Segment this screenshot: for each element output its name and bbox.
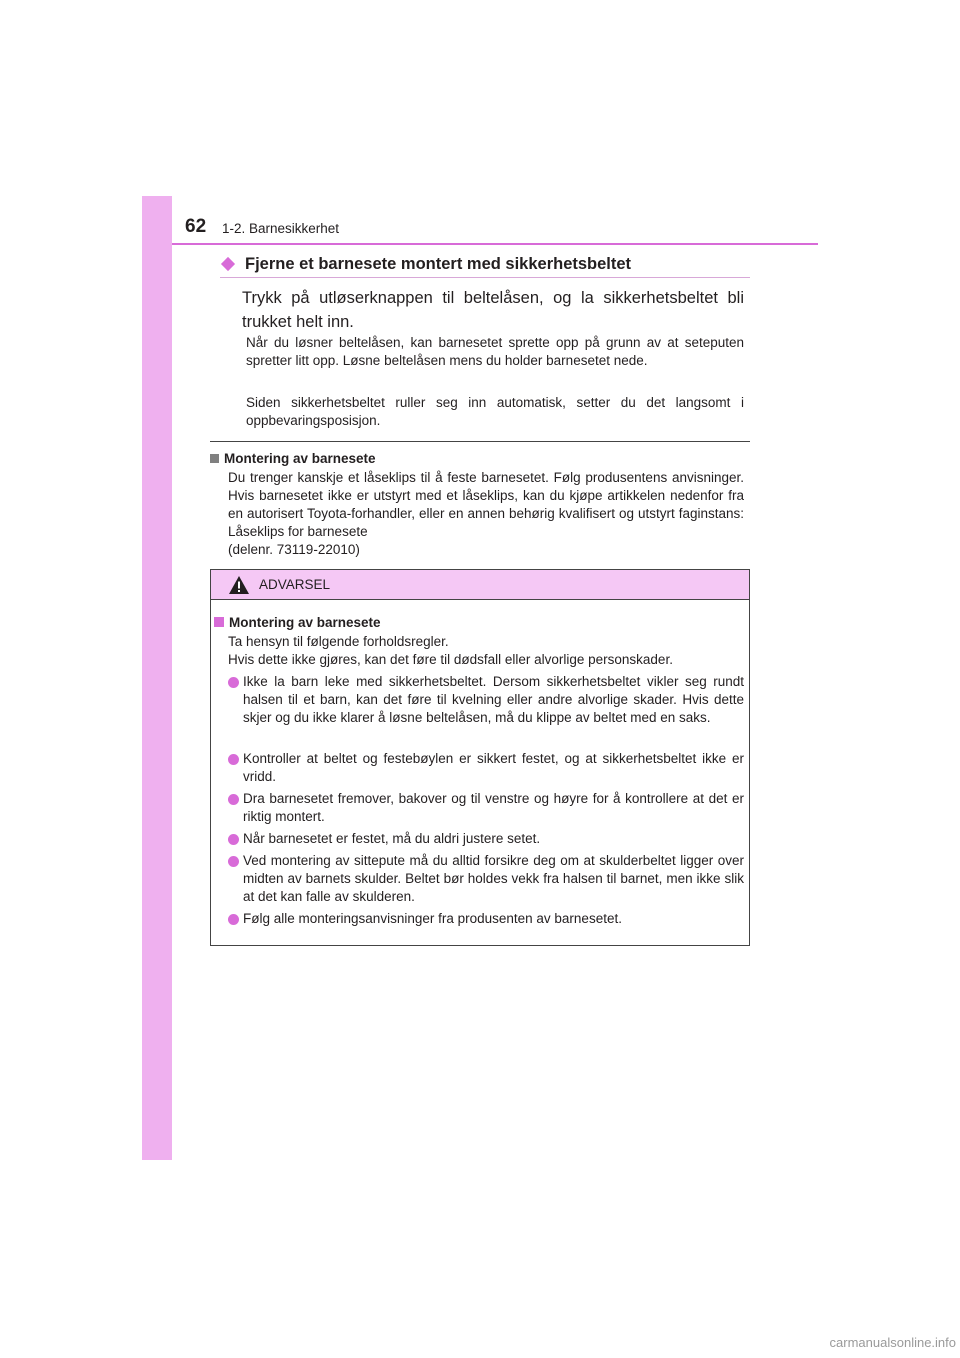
chapter-title: 1-2. Barnesikkerhet xyxy=(222,221,340,236)
warning-bullet-text: Kontroller at beltet og festebøylen er sikkert festet, og at sikkerhetsbeltet ikke er vridd. xyxy=(243,751,744,784)
watermark: carmanualsonline.info xyxy=(829,1335,956,1350)
square-bullet-icon xyxy=(214,617,224,627)
warning-subheading-text: Montering av barnesete xyxy=(229,615,381,630)
warning-bullet-text: Dra barnesetet fremover, bakover og til venstre og høyre for å kontrollere at det er riktig montert. xyxy=(243,791,744,824)
chapter-side-tab xyxy=(142,196,172,1160)
warning-title: ADVARSEL xyxy=(259,576,331,592)
round-bullet-icon xyxy=(228,856,239,867)
page-number: 62 xyxy=(185,216,207,237)
round-bullet-icon xyxy=(228,794,239,805)
round-bullet-icon xyxy=(228,754,239,765)
warning-bullet-text: Ved montering av sittepute må du alltid forsikre deg om at skulderbeltet ligger over midten av barnets skulder. Beltet bør holdes vekk fra halsen til barnet, men ikke slik at det kan falle av skulderen. xyxy=(243,853,744,904)
info-part-number: (delenr. 73119-22010) xyxy=(228,542,360,557)
warning-bullet xyxy=(228,750,744,786)
warning-bullet-text: Følg alle monteringsanvisninger fra produsenten av barnesetet. xyxy=(243,911,622,926)
warning-triangle-icon xyxy=(228,575,250,595)
info-body-text: Du trenger kanskje et låseklips til å feste barnesetet. Følg produsentens anvisninger. Hvis barnesetet ikke er utstyrt med et låseklips, kan du kjøpe artikkelen nedenfor fra en autorisert Toyota-forhandler, eller en annen behørig kvalifisert og utstyrt faginstans: Låseklips for barnesete xyxy=(228,470,744,539)
warning-box xyxy=(210,569,750,946)
square-bullet-icon xyxy=(210,454,219,463)
diamond-bullet-icon xyxy=(221,257,235,271)
warning-intro-line: Ta hensyn til følgende forholdsregler. xyxy=(228,634,449,649)
round-bullet-icon xyxy=(228,834,239,845)
warning-header xyxy=(211,570,749,600)
info-body xyxy=(228,469,744,559)
section-heading-text: Fjerne et barnesete montert med sikkerhetsbeltet xyxy=(245,255,632,273)
step-note: Siden sikkerhetsbeltet ruller seg inn automatisk, setter du det langsomt i oppbevaringsposisjon. xyxy=(246,395,744,428)
section-divider xyxy=(210,441,750,442)
round-bullet-icon xyxy=(228,914,239,925)
warning-intro xyxy=(228,633,746,669)
warning-bullet-text: Ikke la barn leke med sikkerhetsbeltet. Dersom sikkerhetsbeltet vikler seg rundt halsen til et barn, kan det føre til kvelning eller andre alvorlige skader. Hvis dette skjer og du ikke klarer å løsne beltelåsen, må du klippe av beltet med en saks. xyxy=(243,674,744,725)
header-rule xyxy=(172,243,818,245)
step-instruction: Trykk på utløserknappen til beltelåsen, og la sikkerhetsbeltet bli trukket helt inn. xyxy=(242,289,744,331)
warning-bullet xyxy=(228,910,744,928)
info-heading xyxy=(210,450,376,468)
warning-bullet xyxy=(228,673,744,727)
warning-bullet-text: Når barnesetet er festet, må du aldri justere setet. xyxy=(243,831,541,846)
warning-subheading xyxy=(214,614,381,632)
warning-bullet xyxy=(228,790,744,826)
round-bullet-icon xyxy=(228,677,239,688)
warning-bullet xyxy=(228,852,744,906)
step-note: Når du løsner beltelåsen, kan barnesetet sprette opp på grunn av at seteputen spretter litt opp. Løsne beltelåsen mens du holder barnesetet nede. xyxy=(246,335,744,368)
warning-bullet xyxy=(228,830,744,848)
info-heading-text: Montering av barnesete xyxy=(224,451,376,466)
warning-intro-line: Hvis dette ikke gjøres, kan det føre til dødsfall eller alvorlige personskader. xyxy=(228,652,673,667)
heading-rule xyxy=(220,277,750,278)
section-heading xyxy=(220,253,631,275)
